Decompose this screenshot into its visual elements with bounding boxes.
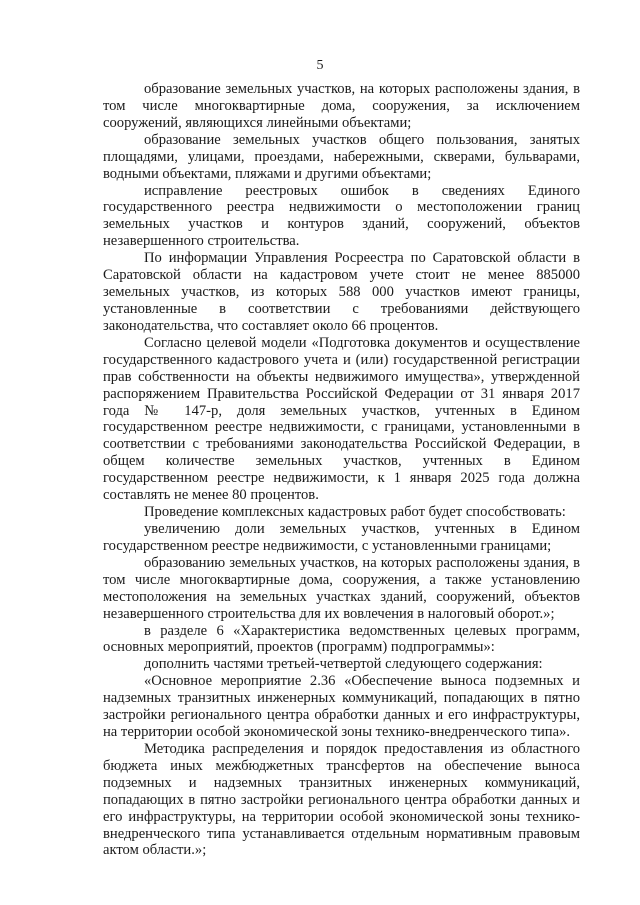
paragraph: дополнить частями третьей-четвертой следующего содержания:: [144, 656, 543, 673]
paragraph: образованию земельных участков, на которых расположены здания, в том числе многоквартирные дома, сооружения, а также установлению местоположения на земельных участках зданий, сооружений, объектов незавершенного строительства для их вовлечения в налоговый оборот.»;: [103, 554, 580, 622]
paragraph: Проведение комплексных кадастровых работ будет способствовать:: [144, 504, 566, 521]
paragraph: исправление реестровых ошибок в сведениях Единого государственного реестра недвижимости о местоположении границ земельных участков и контуров зданий, сооружений, объектов незавершенного строительства.: [103, 182, 580, 250]
paragraph: увеличению доли земельных участков, учтенных в Едином государственном реестре недвижимости, с установленными границами;: [103, 520, 580, 554]
paragraph: образование земельных участков общего пользования, занятых площадями, улицами, проездами, набережными, скверами, бульварами, водными объектами, пляжами и другими объектами;: [103, 131, 580, 182]
paragraph: образование земельных участков, на которых расположены здания, в том числе многоквартирные дома, сооружения, за исключением сооружений, являющихся линейными объектами;: [103, 81, 580, 131]
paragraph: в разделе 6 «Характеристика ведомственных целевых программ, основных мероприятий, проектов (программ) подпрограммы»:: [103, 622, 580, 656]
paragraph: По информации Управления Росреестра по Саратовской области в Саратовской области на кадастровом учете стоит не менее 885000 земельных участков, из которых 588 000 участков имеют границы, установленные в соответствии с требованиями действующего законодательства, что составляет около 66 процентов.: [103, 250, 580, 334]
page-number: 5: [316, 58, 324, 73]
paragraph: Согласно целевой модели «Подготовка документов и осуществление государственного кадастрового учета и (или) государственной регистрации прав собственности на объекты недвижимого имущества», утвержденной распоряжением Правительства Российской Федерации от 31 января 2017 года № 147-р, доля земельных участков, учтенных в Едином государственном реестре недвижимости, с границами, установленными в соответствии с требованиями законодательства Российской Федерации, в общем количестве земельных участков, учтенных в Едином государственном реестре недвижимости, к 1 января 2025 года должна составлять не менее 80 процентов.: [103, 334, 580, 504]
document-body: [103, 81, 580, 859]
paragraph: «Основное мероприятие 2.36 «Обеспечение выноса подземных и надземных транзитных инженерных коммуникаций, попадающих в пятно застройки регионального центра обработки данных и его инфраструктуры, на территории особой экономической зоны технико-внедренческого типа».: [103, 673, 580, 741]
paragraph: Методика распределения и порядок предоставления из областного бюджета иных межбюджетных трансфертов на обеспечение выноса подземных и надземных транзитных инженерных коммуникаций, попадающих в пятно застройки регионального центра обработки данных и его инфраструктуры, на территории особой экономической зоны технико-внедренческого типа устанавливается отдельным нормативным правовым актом области.»;: [103, 740, 580, 859]
